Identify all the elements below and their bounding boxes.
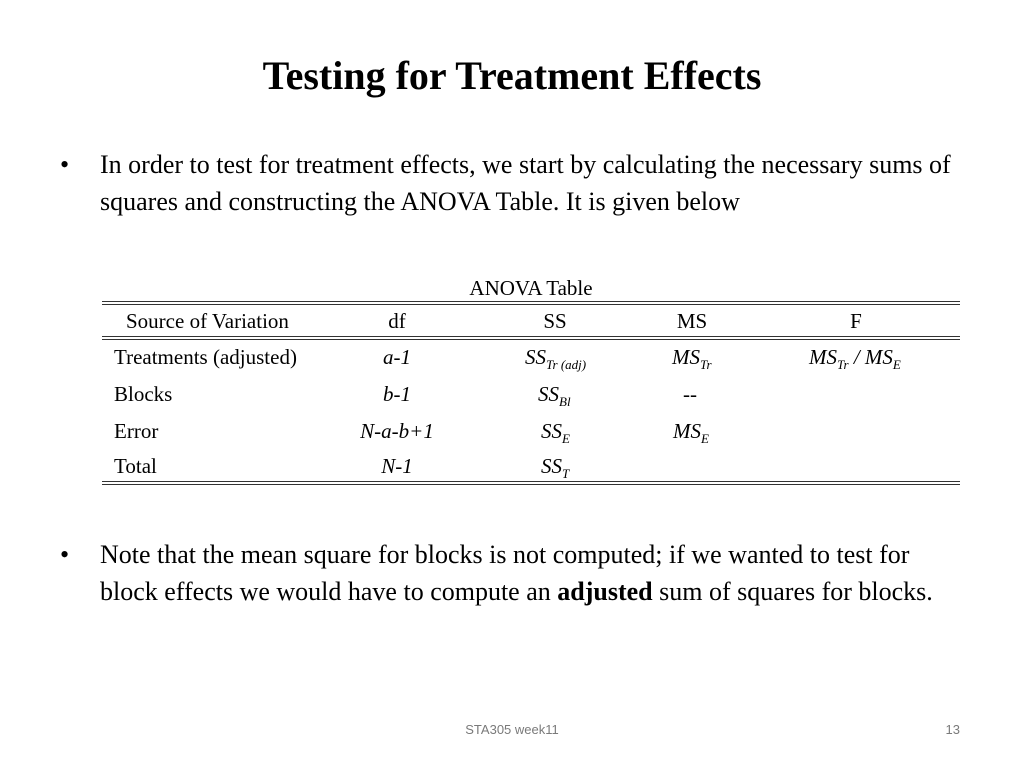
row-ms: -- <box>683 382 697 406</box>
header-ss: SS <box>543 309 567 333</box>
row-ss: $SS_{Tr (adj)}$ <box>525 345 587 372</box>
header-f: F <box>850 309 862 333</box>
row-source: Total <box>114 454 157 478</box>
table-bottom-rule <box>102 481 960 485</box>
row-df: N-a-b+1 <box>360 419 434 443</box>
bullet-text-2a: Note that the mean square for blocks is not computed; if we wanted to test for block effects we would have to compute an <box>100 540 910 606</box>
row-df: N-1 <box>381 454 413 478</box>
row-ms: $MS_{Tr}$ <box>672 345 712 372</box>
table-top-rule <box>102 301 960 305</box>
bullet-text-2b: sum of squares for blocks. <box>652 577 933 606</box>
footer-course: STA305 week11 <box>465 722 559 737</box>
bullet-icon: • <box>60 150 70 179</box>
bullet-icon: • <box>60 540 70 569</box>
bullet-text-1: In order to test for treatment effects, we start by calculating the necessary sums of squares and constructing the ANOVA Table. It is given below <box>100 150 951 216</box>
header-source: Source of Variation <box>126 309 289 333</box>
row-source: Treatments (adjusted) <box>114 345 297 369</box>
row-f: $MS_{Tr} / MS_E$ <box>809 345 901 372</box>
bullet-item-1 <box>60 146 970 220</box>
row-ms: $MS_E$ <box>673 419 709 446</box>
row-ss: $SS_T$ <box>541 454 570 481</box>
bullet-item-2 <box>60 536 970 610</box>
footer-page-number: 13 <box>945 722 960 737</box>
header-ms: MS <box>676 309 708 333</box>
row-ss: $SS_{Bl}$ <box>538 382 571 409</box>
row-source: Error <box>114 419 159 443</box>
row-df: b-1 <box>383 382 411 406</box>
slide-title: Testing for Treatment Effects <box>262 53 762 98</box>
anova-table-title: ANOVA Table <box>469 276 593 300</box>
header-df: df <box>388 309 406 333</box>
bullet-text-2-bold: adjusted <box>557 577 653 606</box>
row-source: Blocks <box>114 382 173 406</box>
row-df: a-1 <box>383 345 411 369</box>
table-header-rule <box>102 336 960 340</box>
row-ss: $SS_E$ <box>541 419 570 446</box>
